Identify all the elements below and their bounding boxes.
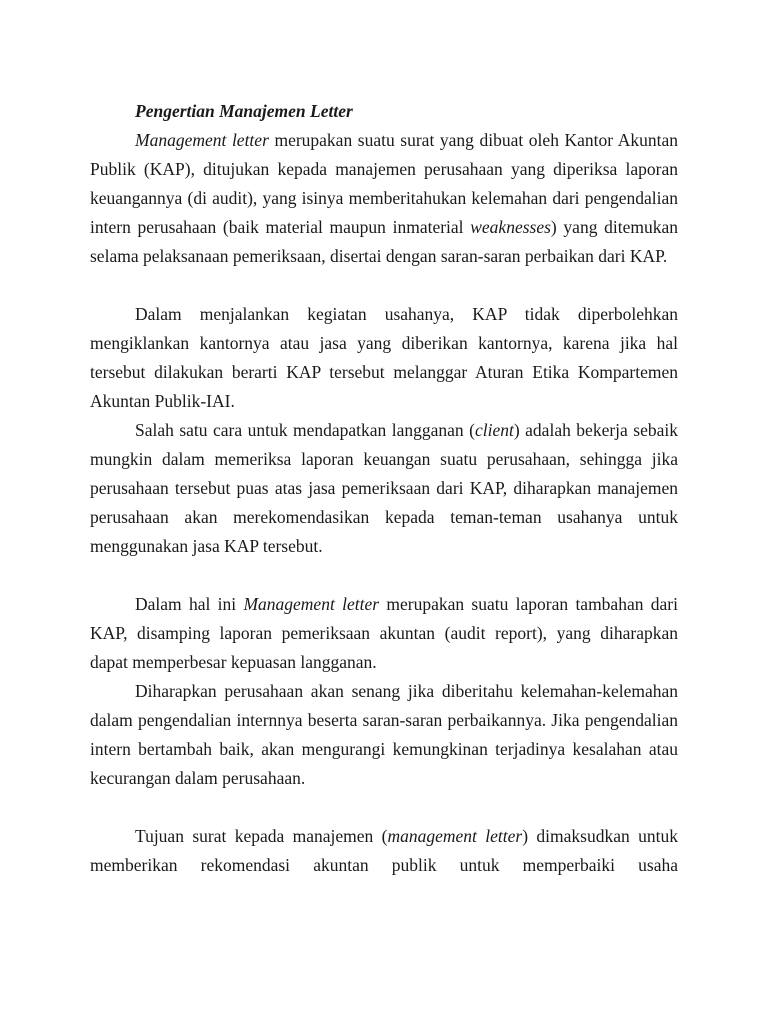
paragraph-text: merupakan suatu surat yang dibuat oleh Kantor Akuntan Publik (KAP), ditujukan kepada manajemen perusahaan yang diperiksa laporan keuangannya (di audit), yang isinya memberitahukan kelemahan dari pengendalian intern perusahaan (baik material maupun inmaterial bbox=[90, 130, 678, 237]
paragraph-text: Dalam menjalankan kegiatan usahanya, KAP tidak diperbolehkan mengiklankan kantornya atau jasa yang diberikan kantornya, karena jika hal tersebut dilakukan berarti KAP tersebut melanggar Aturan Etika Kompartemen Akuntan Publik-IAI. bbox=[90, 304, 678, 411]
paragraph-text: Salah satu cara untuk mendapatkan langganan ( bbox=[135, 420, 475, 440]
italic-term: management letter bbox=[387, 826, 523, 846]
italic-term: Management letter bbox=[135, 130, 269, 150]
paragraph-text: Tujuan surat kepada manajemen ( bbox=[135, 826, 388, 846]
italic-term: Management letter bbox=[243, 594, 380, 614]
paragraph-text: merupakan suatu laporan tambahan dari KAP, disamping laporan pemeriksaan akuntan (audit report), yang diharapkan dapat memperbesar kepuasan langganan. bbox=[90, 594, 678, 672]
paragraph-purpose bbox=[90, 822, 678, 880]
paragraph-advertising bbox=[90, 300, 678, 416]
paragraph-gap bbox=[90, 271, 678, 300]
paragraph-expectation bbox=[90, 677, 678, 793]
italic-term: client bbox=[474, 420, 514, 440]
paragraph-additional-report bbox=[90, 590, 678, 677]
paragraph-gap bbox=[90, 793, 678, 822]
italic-term: weaknesses bbox=[470, 217, 551, 237]
paragraph-text: ) dimaksudkan untuk memberikan rekomendasi akuntan publik untuk memperbaiki usaha bbox=[90, 826, 678, 875]
document-body bbox=[90, 97, 678, 880]
paragraph-text: Diharapkan perusahaan akan senang jika diberitahu kelemahan-kelemahan dalam pengendalian internnya beserta saran-saran perbaikannya. Jika pengendalian intern bertambah baik, akan mengurangi kemungkinan terjadinya kesalahan atau kecurangan dalam perusahaan. bbox=[90, 681, 678, 788]
paragraph-definition bbox=[90, 126, 678, 271]
paragraph-text: Dalam hal ini bbox=[135, 594, 244, 614]
section-heading: Pengertian Manajemen Letter bbox=[135, 101, 353, 121]
paragraph-text: ) adalah bekerja sebaik mungkin dalam memeriksa laporan keuangan suatu perusahaan, sehingga jika perusahaan tersebut puas atas jasa pemeriksaan dari KAP, diharapkan manajemen perusahaan akan merekomendasikan kepada teman-teman usahanya untuk menggunakan jasa KAP tersebut. bbox=[90, 420, 678, 556]
paragraph-client bbox=[90, 416, 678, 561]
paragraph-text: ) yang ditemukan selama pelaksanaan pemeriksaan, disertai dengan saran-saran perbaikan dari KAP. bbox=[90, 217, 679, 266]
paragraph-gap bbox=[90, 561, 678, 590]
